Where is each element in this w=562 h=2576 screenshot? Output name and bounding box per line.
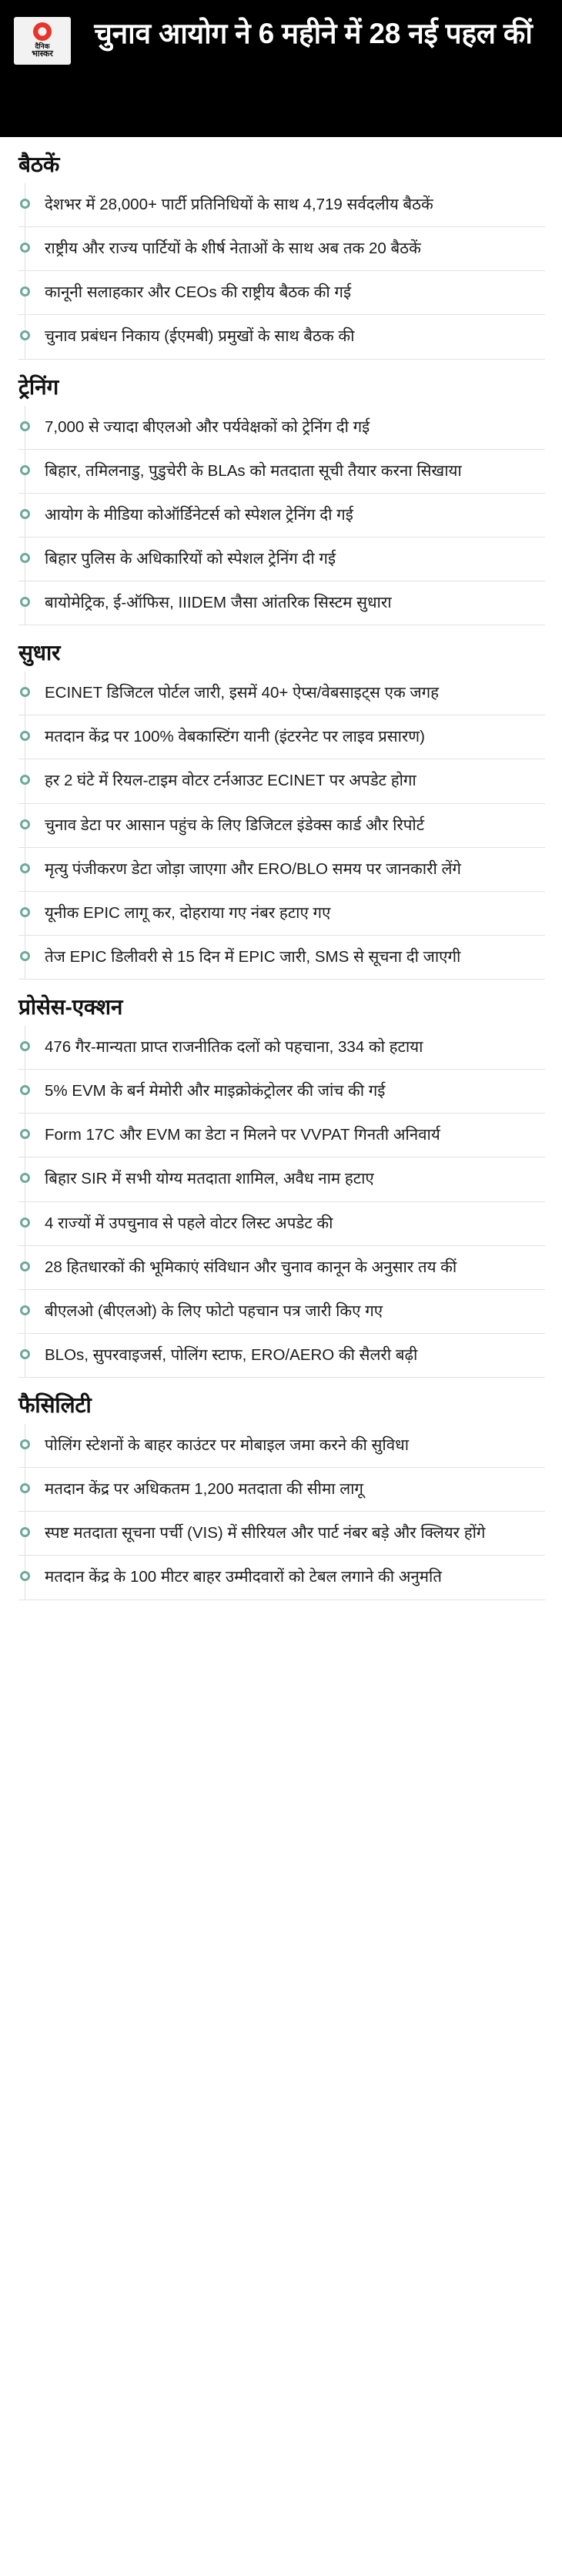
list-item-text: ECINET डिजिटल पोर्टल जारी, इसमें 40+ ऐप्स/वेबसाइट्स एक जगह <box>45 684 440 702</box>
bullet-icon <box>20 509 30 519</box>
list-item <box>18 450 545 494</box>
list-item <box>18 672 545 715</box>
bullet-icon <box>20 687 30 697</box>
page-title: चुनाव आयोग ने 6 महीने में 28 नई पहल कीं <box>94 18 533 49</box>
bullet-icon <box>20 863 30 873</box>
item-list <box>18 183 545 360</box>
bullet-icon <box>20 199 30 209</box>
publisher-logo <box>14 17 71 65</box>
bullet-icon <box>20 1041 30 1051</box>
list-item <box>18 1246 545 1290</box>
list-item-text: बिहार पुलिस के अधिकारियों को स्पेशल ट्रेनिंग दी गई <box>45 549 336 568</box>
bullet-icon <box>20 286 30 296</box>
item-list <box>18 1424 545 1600</box>
bullet-icon <box>20 775 30 785</box>
bullet-icon <box>20 1173 30 1183</box>
header-banner <box>0 0 562 137</box>
list-item-text: तेज EPIC डिलीवरी से 15 दिन में EPIC जारी, SMS से सूचना दी जाएगी <box>45 947 461 966</box>
section-title: फैसिलिटी <box>18 1393 92 1417</box>
list-item-text: 7,000 से ज्यादा बीएलओ और पर्यवेक्षकों को ट्रेनिंग दी गई <box>45 417 370 436</box>
list-item-text: BLOs, सुपरवाइजर्स, पोलिंग स्टाफ, ERO/AERO की सैलरी बढ़ी <box>45 1345 418 1364</box>
list-item-text: आयोग के मीडिया कोऑर्डिनेटर्स को स्पेशल ट्रेनिंग दी गई <box>45 505 353 524</box>
bullet-icon <box>20 1305 30 1315</box>
bullet-icon <box>20 1527 30 1537</box>
list-item-text: पोलिंग स्टेशनों के बाहर काउंटर पर मोबाइल जमा करने की सुविधा <box>45 1436 410 1454</box>
list-item <box>18 406 545 450</box>
list-item-text: 4 राज्यों में उपचुनाव से पहले वोटर लिस्ट अपडेट की <box>45 1214 333 1232</box>
sections-container <box>0 137 562 1628</box>
list-item <box>18 1026 545 1070</box>
list-item-text: बिहार, तमिलनाडु, पुडुचेरी के BLAs को मतदाता सूची तैयार करना सिखाया <box>45 461 462 480</box>
section-title: ट्रेनिंग <box>18 374 59 399</box>
list-item <box>18 315 545 359</box>
bullet-icon <box>20 330 30 340</box>
list-item-text: 5% EVM के बर्न मेमोरी और माइक्रोकंट्रोलर की जांच की गई <box>45 1082 386 1100</box>
list-item-text: कानूनी सलाहकार और CEOs की राष्ट्रीय बैठक की गई <box>45 283 352 302</box>
list-item <box>18 848 545 892</box>
list-item <box>18 1157 545 1201</box>
item-list <box>18 672 545 980</box>
section-title: बैठकें <box>18 152 60 176</box>
list-item-text: मतदान केंद्र पर 100% वेबकास्टिंग यानी (इंटरनेट पर लाइव प्रसारण) <box>45 728 425 746</box>
list-item <box>18 1512 545 1556</box>
publisher-logo-text <box>32 43 53 59</box>
list-item-text: स्पष्ट मतदाता सूचना पर्ची (VIS) में सीरियल और पार्ट नंबर बड़े और क्लियर होंगे <box>45 1524 486 1543</box>
list-item <box>18 581 545 625</box>
bullet-icon <box>20 553 30 563</box>
list-item-text: Form 17C और EVM का डेटा न मिलने पर VVPAT गिनती अनिवार्य <box>45 1126 440 1144</box>
list-item-text: मृत्यु पंजीकरण डेटा जोड़ा जाएगा और ERO/BLO समय पर जानकारी लेंगे <box>45 859 461 878</box>
list-item-text: चुनाव प्रबंधन निकाय (ईएमबी) प्रमुखों के साथ बैठक की <box>45 327 355 346</box>
bullet-icon <box>20 465 30 475</box>
bullet-icon <box>20 421 30 431</box>
item-list <box>18 406 545 626</box>
bullet-icon <box>20 1085 30 1095</box>
list-item <box>18 1202 545 1246</box>
section-title: प्रोसेस-एक्शन <box>18 995 123 1019</box>
list-item <box>18 892 545 936</box>
section-sudhar <box>18 638 545 980</box>
list-item <box>18 1556 545 1600</box>
list-item <box>18 538 545 581</box>
list-item <box>18 1290 545 1334</box>
list-item-text: बायोमेट्रिक, ई-ऑफिस, IIIDEM जैसा आंतरिक सिस्टम सुधारा <box>45 594 392 611</box>
section-title: सुधार <box>18 641 61 665</box>
list-item <box>18 1070 545 1114</box>
bullet-icon <box>20 1349 30 1359</box>
list-item <box>18 227 545 271</box>
section-process-action <box>18 992 545 1378</box>
list-item <box>18 1468 545 1512</box>
list-item <box>18 1424 545 1468</box>
sun-icon <box>33 22 52 41</box>
list-item-text: मतदान केंद्र पर अधिकतम 1,200 मतदाता की सीमा लागू <box>45 1480 363 1499</box>
bullet-icon <box>20 819 30 829</box>
bullet-icon <box>20 731 30 741</box>
list-item-text: बीएलओ (बीएलओ) के लिए फोटो पहचान पत्र जारी किए गए <box>45 1301 383 1320</box>
list-item-text: मतदान केंद्र के 100 मीटर बाहर उम्मीदवारों को टेबल लगाने की अनुमति <box>45 1568 442 1586</box>
bullet-icon <box>20 951 30 961</box>
bullet-icon <box>20 1483 30 1493</box>
list-item-text: 28 हितधारकों की भूमिकाएं संविधान और चुनाव कानून के अनुसार तय कीं <box>45 1258 457 1276</box>
list-item <box>18 271 545 315</box>
bullet-icon <box>20 1439 30 1449</box>
publisher-logo-line1: दैनिक <box>35 42 50 50</box>
bottom-spacer <box>18 1603 545 1606</box>
list-item-text: 476 गैर-मान्यता प्राप्त राजनीतिक दलों को पहचाना, 334 को हटाया <box>45 1038 423 1056</box>
section-training <box>18 372 545 626</box>
list-item <box>18 936 545 980</box>
item-list <box>18 1026 545 1378</box>
bullet-icon <box>20 1129 30 1139</box>
bullet-icon <box>20 243 30 253</box>
list-item-text: यूनीक EPIC लागू कर, दोहराया गए नंबर हटाए गए <box>45 903 331 922</box>
list-item-text: चुनाव डेटा पर आसान पहुंच के लिए डिजिटल इंडेक्स कार्ड और रिपोर्ट <box>45 816 425 834</box>
bullet-icon <box>20 1261 30 1271</box>
list-item <box>18 715 545 759</box>
bullet-icon <box>20 907 30 917</box>
list-item <box>18 759 545 803</box>
section-baithaken <box>18 149 545 360</box>
list-item <box>18 494 545 538</box>
list-item <box>18 1334 545 1378</box>
list-item-text: हर 2 घंटे में रियल-टाइम वोटर टर्नआउट ECINET पर अपडेट होगा <box>45 772 416 790</box>
publisher-logo-line2: भास्कर <box>32 49 53 59</box>
list-item-text: देशभर में 28,000+ पार्टी प्रतिनिधियों के साथ 4,719 सर्वदलीय बैठकें <box>45 196 433 213</box>
bullet-icon <box>20 597 30 607</box>
list-item <box>18 804 545 848</box>
section-facility <box>18 1390 545 1600</box>
list-item <box>18 183 545 227</box>
list-item-text: राष्ट्रीय और राज्य पार्टियों के शीर्ष नेताओं के साथ अब तक 20 बैठकें <box>45 240 421 258</box>
list-item <box>18 1114 545 1157</box>
list-item-text: बिहार SIR में सभी योग्य मतदाता शामिल, अवैध नाम हटाए <box>45 1170 374 1188</box>
bullet-icon <box>20 1218 30 1228</box>
bullet-icon <box>20 1571 30 1581</box>
